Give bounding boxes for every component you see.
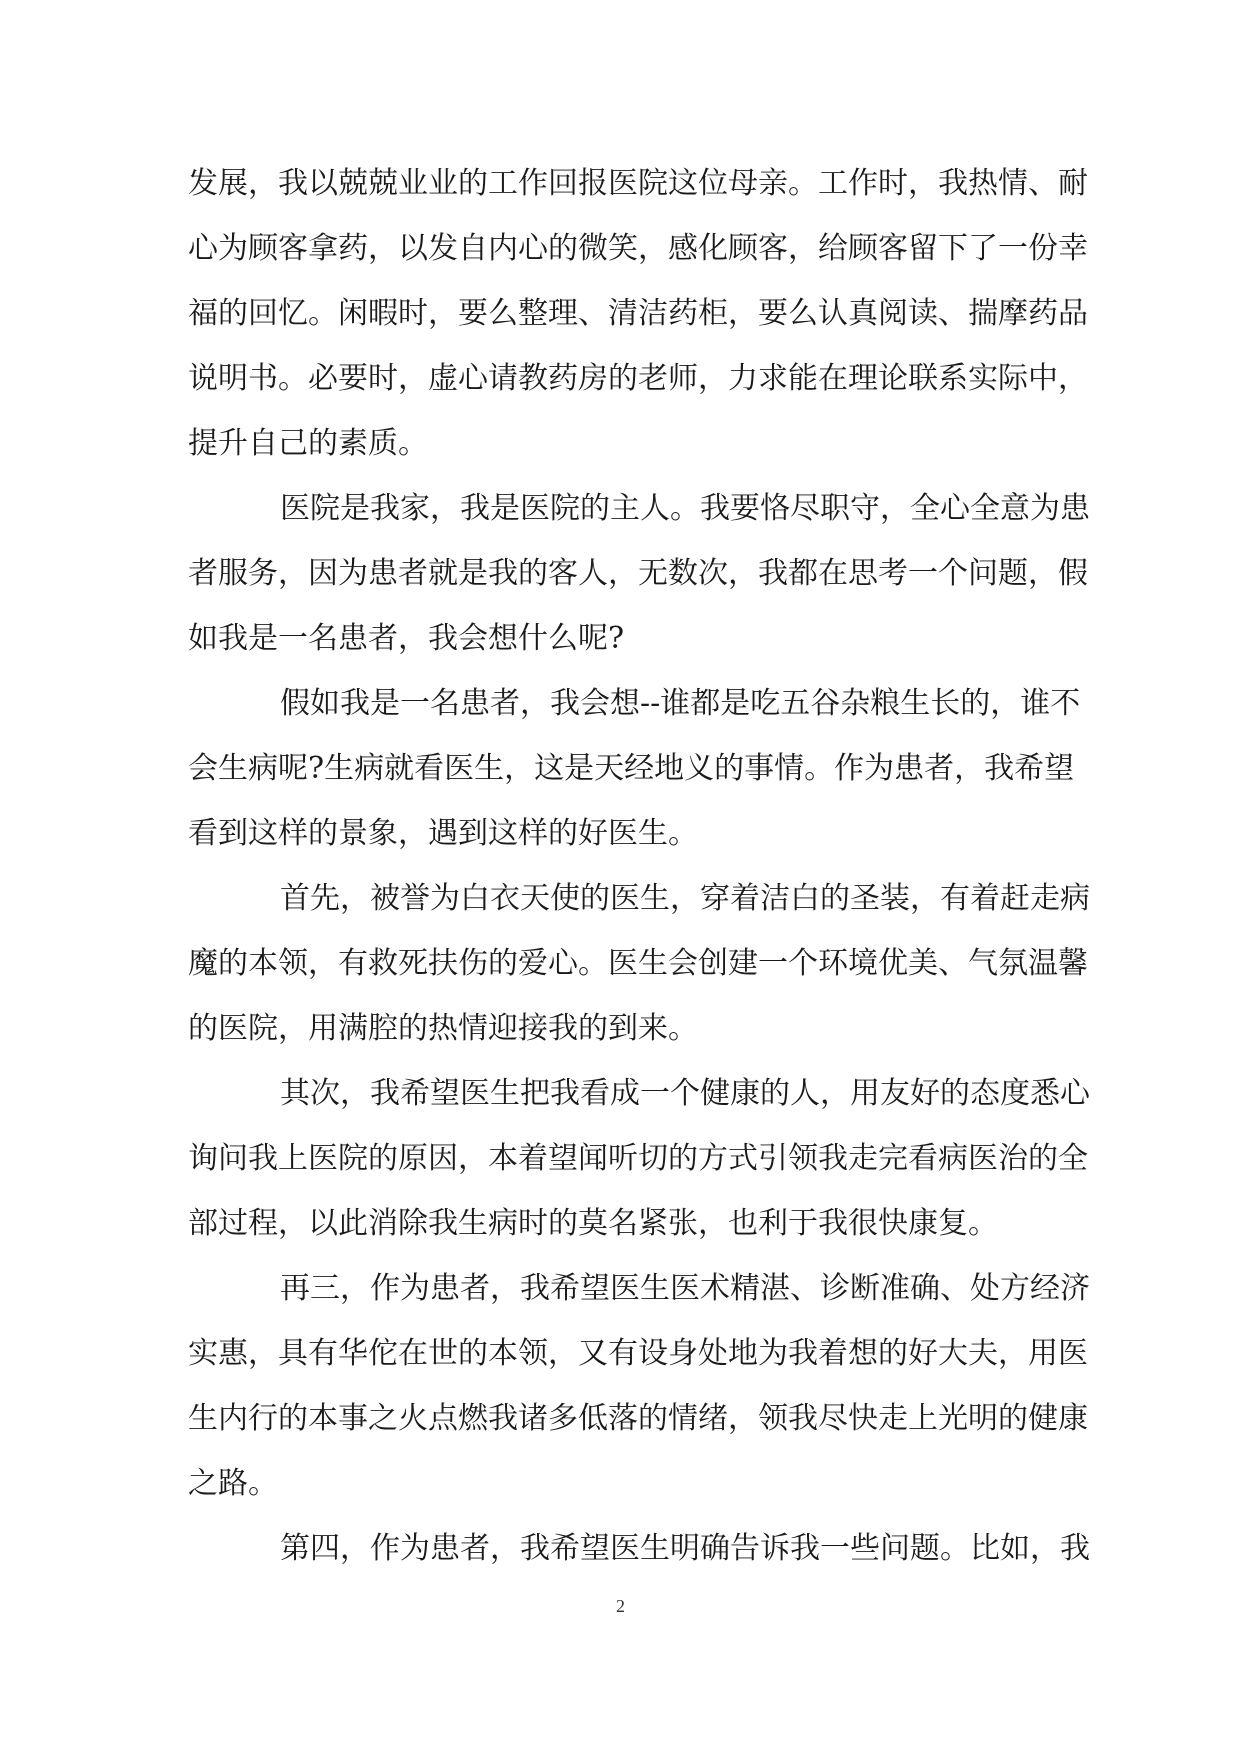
- text-line: 部过程，以此消除我生病时的莫名紧张，也利于我很快康复。: [188, 1206, 998, 1241]
- text-line: 说明书。必要时，虚心请教药房的老师，力求能在理论联系实际中，: [188, 361, 1088, 396]
- text-line: 发展，我以兢兢业业的工作回报医院这位母亲。工作时，我热情、耐: [188, 166, 1088, 201]
- text-line: 假如我是一名患者，我会想--谁都是吃五谷杂粮生长的，谁不: [280, 686, 1081, 721]
- text-line: 提升自己的素质。: [188, 426, 428, 461]
- text-line: 医院是我家，我是医院的主人。我要恪尽职守，全心全意为患: [280, 491, 1090, 526]
- text-line: 看到这样的景象，遇到这样的好医生。: [188, 816, 698, 851]
- text-line: 心为顾客拿药，以发自内心的微笑，感化顾客，给顾客留下了一份幸: [188, 231, 1088, 266]
- text-line: 其次，我希望医生把我看成一个健康的人，用友好的态度悉心: [280, 1076, 1090, 1111]
- text-line: 生内行的本事之火点燃我诸多低落的情绪，领我尽快走上光明的健康: [188, 1401, 1088, 1436]
- page-number: 2: [616, 1596, 625, 1616]
- text-line: 再三，作为患者，我希望医生医术精湛、诊断准确、处方经济: [280, 1271, 1090, 1306]
- text-line: 会生病呢?生病就看医生，这是天经地义的事情。作为患者，我希望: [188, 751, 1075, 786]
- text-line: 第四，作为患者，我希望医生明确告诉我一些问题。比如，我: [280, 1531, 1090, 1566]
- text-line: 询问我上医院的原因，本着望闻听切的方式引领我走完看病医治的全: [188, 1141, 1088, 1176]
- text-line: 首先，被誉为白衣天使的医生，穿着洁白的圣装，有着赶走病: [280, 881, 1090, 916]
- text-line: 者服务，因为患者就是我的客人，无数次，我都在思考一个问题，假: [188, 556, 1088, 591]
- text-line: 之路。: [188, 1466, 278, 1501]
- text-line: 的医院，用满腔的热情迎接我的到来。: [188, 1011, 698, 1046]
- text-line: 魔的本领，有救死扶伤的爱心。医生会创建一个环境优美、气氛温馨: [188, 946, 1088, 981]
- text-line: 福的回忆。闲暇时，要么整理、清洁药柜，要么认真阅读、揣摩药品: [188, 296, 1088, 331]
- text-line: 如我是一名患者，我会想什么呢?: [188, 621, 625, 656]
- text-line: 实惠，具有华佗在世的本领，又有设身处地为我着想的好大夫，用医: [188, 1336, 1088, 1371]
- body-text: [188, 156, 1090, 1586]
